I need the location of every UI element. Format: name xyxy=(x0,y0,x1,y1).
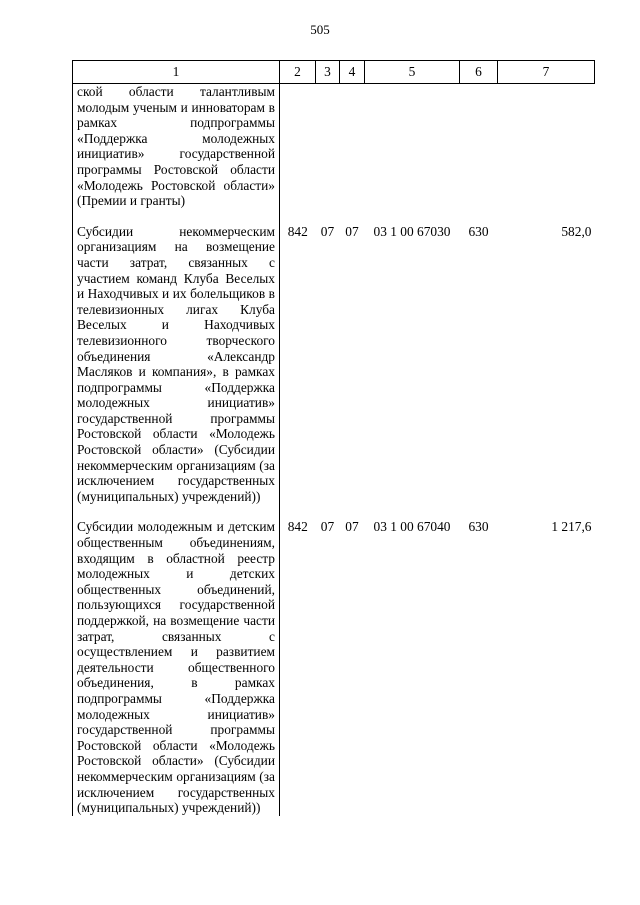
header-col-3: 3 xyxy=(316,61,340,84)
row-ministry: 842 xyxy=(287,519,308,535)
row-expense-type xyxy=(460,84,498,209)
row-name: ской области талантливым молодым ученым и инноваторам в рамках подпрограммы «Поддержка молодежных инициатив» государственной программы Ростовской области «Молодежь Ростовской области» (Премии и гранты) xyxy=(73,84,280,209)
row-separator xyxy=(73,504,595,519)
header-col-4: 4 xyxy=(340,61,365,84)
header-col-5: 5 xyxy=(365,61,460,84)
row-subsection xyxy=(340,84,365,209)
budget-table xyxy=(72,60,595,816)
row-amount: 1 217,6 xyxy=(551,519,592,535)
header-col-7: 7 xyxy=(498,61,595,84)
row-target xyxy=(365,84,460,209)
row-expense-type: 630 xyxy=(468,223,489,239)
row-subsection: 07 xyxy=(345,519,359,535)
row-amount: 582,0 xyxy=(561,223,592,239)
header-row xyxy=(73,61,595,84)
page-number: 505 xyxy=(310,22,330,37)
separator-cell xyxy=(73,209,280,224)
row-name: Субсидии молодежным и детским общественным объединениям, входящим в областной реестр молодежных и детских общественных объединений, пользующихся государственной поддержкой, на возмещение части затрат, связанных с осуществлением и развитием деятельности общественного объединения, в рамках подпрограммы «Поддержка молодежных инициатив» государственной программы Ростовской области «Молодежь Ростовской области» (Субсидии некоммерческим организациям (за исключением государственных (муниципальных) учреждений)) xyxy=(73,519,280,815)
row-section xyxy=(316,84,340,209)
separator-cell xyxy=(73,504,280,519)
header-col-2: 2 xyxy=(280,61,316,84)
header-col-6: 6 xyxy=(460,61,498,84)
row-subsection: 07 xyxy=(345,223,359,239)
row-ministry xyxy=(280,84,316,209)
table-body xyxy=(73,84,595,816)
row-section: 07 xyxy=(320,223,335,239)
row-section: 07 xyxy=(320,519,335,535)
row-amount xyxy=(498,84,595,209)
table-row xyxy=(73,519,595,815)
row-separator xyxy=(73,209,595,224)
row-target: 03 1 00 67030 xyxy=(373,223,451,239)
row-target: 03 1 00 67040 xyxy=(373,519,451,535)
row-expense-type: 630 xyxy=(468,519,489,535)
table-header xyxy=(73,61,595,84)
table-row xyxy=(73,84,595,209)
table-row xyxy=(73,224,595,505)
row-name: Субсидии некоммерческим организациям на возмещение части затрат, связанных с участием команд Клуба Веселых и Находчивых и их болельщиков в телевизионных лигах Клуба Веселых и Находчивых телевизионного творческого объединения «Александр Масляков и компания», в рамках подпрограммы «Поддержка молодежных инициатив» государственной программы Ростовской области «Молодежь Ростовской области» (Субсидии некоммерческим организациям (за исключением государственных (муниципальных) учреждений)) xyxy=(73,224,280,505)
row-ministry: 842 xyxy=(287,223,308,239)
header-col-1: 1 xyxy=(73,61,280,84)
